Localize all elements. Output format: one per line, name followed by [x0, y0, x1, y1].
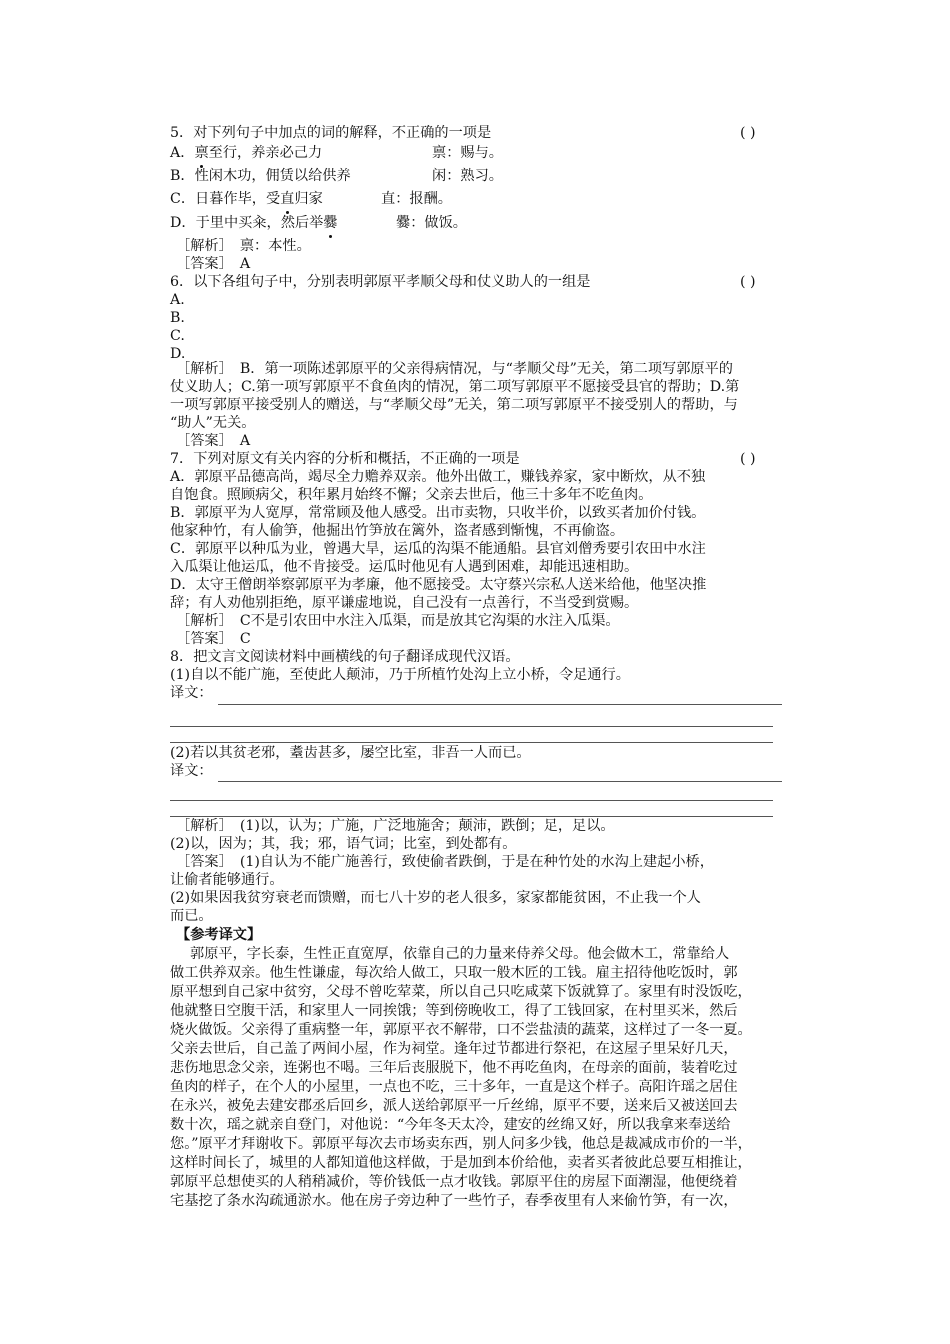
reference-line: 在永兴，被免去建安郡丞后回乡，派人送给郭原平一斤丝绵，原平不要，送来后又被送回去 [170, 1098, 738, 1114]
q8-translate-label: 译文： [170, 685, 213, 701]
q7-line: 他家种竹，有人偷笋，他掘出竹笋放在篱外，盗者感到惭愧，不再偷盗。 [170, 523, 625, 539]
answer-blank-line [218, 704, 782, 705]
q5-analysis: ［解析］ 禀：本性。 [176, 238, 311, 254]
q5-gloss-b: 闲：熟习。 [432, 168, 503, 184]
q8-sentence-1: (1)自以不能广施，至使此人颠沛，乃于所植竹处沟上立小桥，令足通行。 [170, 667, 630, 683]
q8-translate-label: 译文： [170, 763, 213, 779]
q6-option-c: C. [170, 328, 185, 344]
q6-analysis-line: ［解析］ B．第一项陈述郭原平的父亲得病情况，与“孝顺父母”无关，第二项写郭原平的 [176, 361, 733, 377]
q7-answer: ［答案］ C [176, 631, 251, 647]
reference-line: 数十次，瑶之就亲自登门，对他说：“今年冬天太冷，建安的丝绵又好，所以我拿来奉送给 [170, 1117, 731, 1133]
q5-option-a: A．禀至行，养亲必己力 [170, 145, 323, 161]
reference-line: 烧火做饭。父亲得了重病整一年，郭原平衣不解带，口不尝盐渍的蔬菜，这样过了一冬一夏。 [170, 1022, 752, 1038]
q6-stem: 6．以下各组句子中，分别表明郭原平孝顺父母和仗义助人的一组是 [170, 274, 591, 290]
q6-analysis-line: 一项写郭原平接受别人的赠送，与“孝顺父母”无关，第二项写郭原平不接受别人的帮助，与 [170, 397, 738, 413]
q5-option-d: D．于里中买籴，然后举爨 [170, 215, 338, 231]
q7-analysis: ［解析］ C不是引农田中水注入瓜渠，而是放其它沟渠的水注入瓜渠。 [176, 613, 620, 629]
q8-answer-line: (2)如果因我贫穷衰老而馈赠，而七八十岁的老人很多，家家都能贫困，不止我一个人 [170, 890, 701, 906]
q7-line: A．郭原平品德高尚，竭尽全力赡养双亲。他外出做工，赚钱养家，家中断炊，从不独 [170, 469, 706, 485]
emphasis-dot-char: 爨 [323, 215, 338, 231]
q7-line: 自饱食。照顾病父，积年累月始终不懈；父亲去世后，他三十多年不吃鱼肉。 [170, 487, 653, 503]
q5-option-b: B．性闲木功，佣赁以给供养 [170, 168, 351, 184]
q7-line: D．太守王僧朗举察郭原平为孝廉，他不愿接受。太守蔡兴宗私人送米给他，他坚决推 [170, 577, 707, 593]
q6-option-a: A. [170, 292, 185, 308]
q5-stem: 5．对下列句子中加点的词的解释，不正确的一项是 [170, 125, 492, 141]
answer-blank-line [170, 742, 773, 743]
reference-line: 悲伤地思念父亲，连粥也不喝。三年后丧服脱下，他不再吃鱼肉，在母亲的面前，装着吃过 [170, 1060, 738, 1076]
q8-stem: 8．把文言文阅读材料中画横线的句子翻译成现代汉语。 [170, 649, 520, 665]
q7-line: 入瓜渠让他运瓜，他不肯接受。运瓜时他见有人遇到困难，却能迅速相助。 [170, 559, 639, 575]
q8-answer-line: 而已。 [170, 908, 213, 924]
reference-line: 父亲去世后，自己盖了两间小屋，作为祠堂。逢年过节都进行祭祀，在这屋子里呆好几天， [170, 1041, 738, 1057]
q7-answer-paren: ( ) [740, 451, 756, 467]
q6-analysis-line: “助人”无关。 [170, 415, 256, 431]
q6-option-b: B. [170, 310, 185, 326]
q8-answer-line: 让偷者能够通行。 [170, 872, 284, 888]
q7-line: C．郭原平以种瓜为业，曾遇大旱，运瓜的沟渠不能通船。县官刘僧秀要引农田中水注 [170, 541, 706, 557]
emphasis-dot-char: 直 [280, 191, 295, 207]
reference-line: 做工供养双亲。他生性谦虚，每次给人做工，只取一般木匠的工钱。雇主招待他吃饭时，郭 [170, 965, 738, 981]
q8-sentence-2: (2)若以其贫老邪，耋齿甚多，屡空比室，非吾一人而已。 [170, 745, 531, 761]
q5-option-c: C．日暮作毕，受直归家 [170, 191, 323, 207]
answer-blank-line [218, 781, 782, 782]
reference-title: 【参考译文】 [176, 927, 262, 943]
reference-line: 郭原平总想使买的人稍稍减价，等价钱低一点才收钱。郭原平住的房屋下面潮湿，他便绕着 [170, 1174, 738, 1190]
reference-line: 原平想到自己家中贫穷，父母不曾吃荤菜，所以自己只吃咸菜下饭就算了。家里有时没饭吃， [170, 984, 752, 1000]
q8-analysis-line: ［解析］ (1)以，认为；广施，广泛地施舍；颠沛，跌倒；足，足以。 [176, 818, 615, 834]
q6-answer-paren: ( ) [740, 274, 756, 290]
q7-line: 辞；有人劝他别拒绝，原平谦虚地说，自己没有一点善行，不当受到赏赐。 [170, 595, 639, 611]
reference-line: 他就整日空腹干活，和家里人一同挨饿；等到傍晚收工，得了工钱回家，在村里买米，然后 [170, 1003, 738, 1019]
q8-answer-line: ［答案］ (1)自认为不能广施善行，致使偷者跌倒，于是在种竹处的水沟上建起小桥， [176, 854, 714, 870]
reference-line: 您。”原平才拜谢收下。郭原平每次去市场卖东西，别人问多少钱，他总是裁减成市价的一半， [170, 1136, 752, 1152]
q5-gloss-d: 爨：做饭。 [396, 215, 467, 231]
q6-option-d: D. [170, 346, 186, 362]
reference-line: 郭原平，字长泰，生性正直宽厚，依靠自己的力量来侍养父母。他会做木工，常靠给人 [190, 946, 730, 962]
q5-answer: ［答案］ A [176, 256, 251, 272]
q6-analysis-line: 仗义助人；C.第一项写郭原平不食鱼肉的情况，第二项写郭原平不愿接受县官的帮助；D.第 [170, 379, 740, 395]
emphasis-dot-char: 禀 [194, 145, 209, 161]
q7-stem: 7．下列对原文有关内容的分析和概括，不正确的一项是 [170, 451, 520, 467]
reference-line: 宅基挖了条水沟疏通淤水。他在房子旁边种了一些竹子，春季夜里有人来偷竹笋，有一次， [170, 1193, 738, 1209]
q5-gloss-c: 直：报酬。 [381, 191, 452, 207]
q8-analysis-line: (2)以，因为；其，我；邪，语气词；比室，到处都有。 [170, 836, 517, 852]
q6-answer: ［答案］ A [176, 433, 251, 449]
q7-line: B．郭原平为人宽厚，常常顾及他人感受。出市卖物，只收半价，以致买者加价付钱。 [170, 505, 706, 521]
reference-line: 鱼肉的样子，在个人的小屋里，一点也不吃，三十多年，一直是这个样子。高阳许瑶之居住 [170, 1079, 738, 1095]
reference-line: 这样时间长了，城里的人都知道他这样做，于是加到本价给他，卖者买者彼此总要互相推让， [170, 1155, 752, 1171]
q5-gloss-a: 禀：赐与。 [432, 145, 503, 161]
answer-blank-line [170, 800, 773, 801]
q5-answer-paren: ( ) [740, 125, 756, 141]
answer-blank-line [170, 726, 773, 727]
